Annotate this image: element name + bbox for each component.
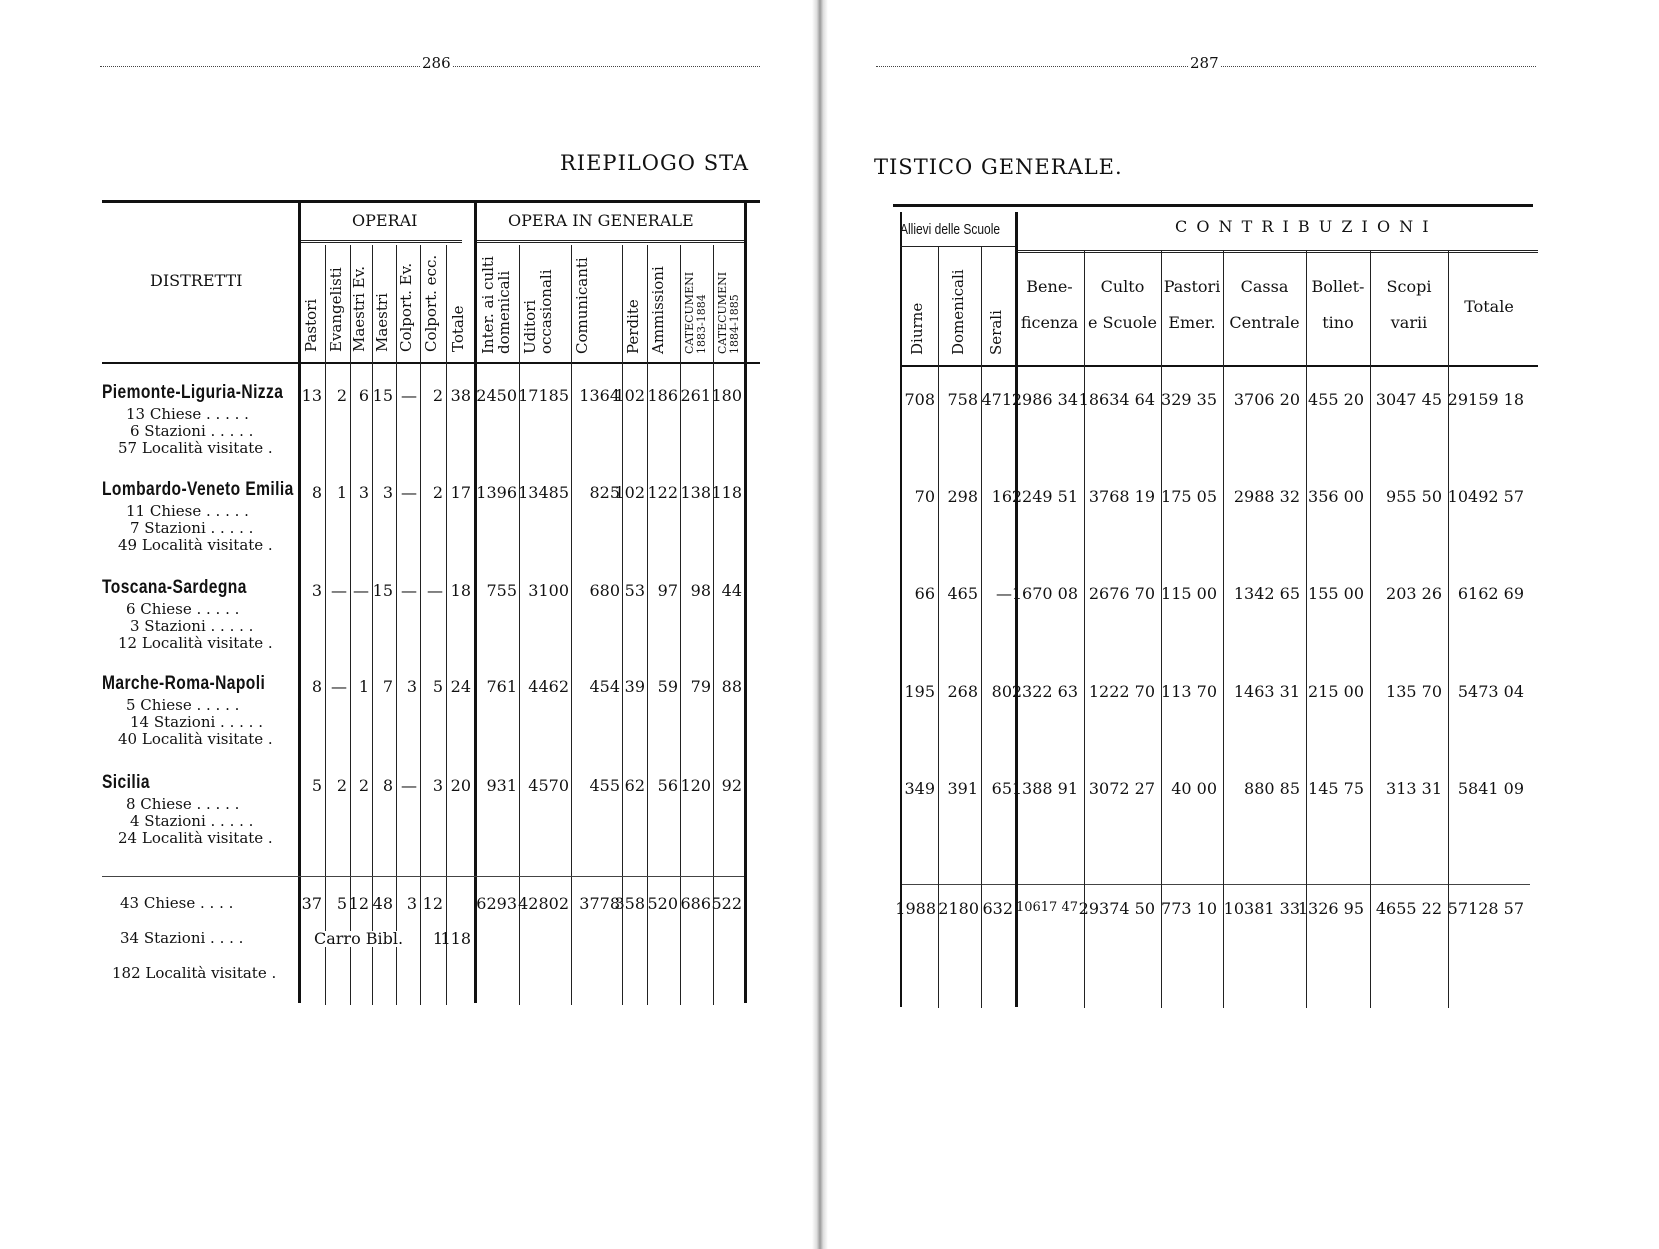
- operai-col-header: Colport. Ev.: [397, 262, 415, 352]
- allievi-cell: 80: [991, 682, 1012, 701]
- district-name: Piemonte-Liguria-Nizza: [102, 382, 284, 403]
- operai-cell: 2: [432, 386, 443, 405]
- carro-biblico-label: Carro Bibl.: [314, 929, 404, 948]
- opera-cell: 261: [680, 386, 711, 405]
- operai-cell: 3: [432, 776, 443, 795]
- contrib-total-cell: 773 10: [1161, 899, 1217, 918]
- opera-cell: 122: [647, 483, 678, 502]
- contrib-cell: 955 50: [1386, 487, 1442, 506]
- operai-cell: 15: [372, 581, 393, 600]
- opera-cell: 4570: [528, 776, 569, 795]
- column-rule: [981, 246, 982, 1008]
- opera-total-cell: 358: [614, 894, 645, 913]
- opera-cell: 17185: [518, 386, 569, 405]
- opera-cell: 454: [589, 677, 620, 696]
- contrib-col-header-line1: Bene-: [1026, 277, 1073, 296]
- opera-cell: 92: [721, 776, 742, 795]
- opera-col-header: Ammissioni: [649, 266, 667, 354]
- opera-total-cell: 6293: [476, 894, 517, 913]
- allievi-col-header: Serali: [987, 310, 1005, 355]
- operai-cell: 2: [358, 776, 369, 795]
- distretti-header: DISTRETTI: [150, 271, 243, 290]
- contrib-cell: 175 05: [1161, 487, 1217, 506]
- opera-total-cell: 522: [711, 894, 742, 913]
- column-rule: [1161, 250, 1162, 1008]
- district-localita: 24 Località visitate .: [118, 829, 273, 847]
- opera-cell: 138: [680, 483, 711, 502]
- district-name: Toscana-Sardegna: [102, 577, 247, 598]
- operai-cell: 2: [336, 776, 347, 795]
- district-chiese: 5 Chiese . . . . .: [126, 696, 240, 714]
- operai-cell: 17: [450, 483, 471, 502]
- allievi-cell: 195: [904, 682, 935, 701]
- contrib-cell: 203 26: [1386, 584, 1442, 603]
- contrib-total-cell: 1326 95: [1297, 899, 1364, 918]
- allievi-total-cell: 1988: [895, 899, 936, 918]
- contribuzioni-header: C O N T R I B U Z I O N I: [1175, 217, 1431, 236]
- district-chiese: 11 Chiese . . . . .: [126, 502, 249, 520]
- operai-cell: 24: [450, 677, 471, 696]
- opera-total-cell: 520: [647, 894, 678, 913]
- contrib-col-header-line2: Emer.: [1168, 313, 1216, 332]
- opera-cell: 102: [614, 386, 645, 405]
- totals-localita: 182 Località visitate .: [112, 964, 277, 982]
- column-rule: [1306, 250, 1307, 1008]
- column-rule: [325, 245, 326, 1005]
- operai-cell: —: [353, 581, 369, 600]
- district-stazioni: 14 Stazioni . . . . .: [130, 713, 263, 731]
- operai-cell: —: [401, 483, 417, 502]
- operai-cell: 8: [311, 483, 322, 502]
- operai-cell: —: [331, 677, 347, 696]
- allievi-cell: 758: [947, 390, 978, 409]
- allievi-total-cell: 2180: [938, 899, 979, 918]
- column-rule: [680, 245, 681, 1005]
- column-rule: [519, 245, 520, 1005]
- contrib-cell: 1388 91: [1011, 779, 1078, 798]
- contrib-cell: 113 70: [1161, 682, 1217, 701]
- operai-total-cell: 3: [406, 894, 417, 913]
- totals-stazioni: 34 Stazioni . . . .: [120, 929, 244, 947]
- operai-header: OPERAI: [352, 211, 418, 230]
- column-rule: [1448, 250, 1449, 1008]
- allievi-cell: 65: [991, 779, 1012, 798]
- district-localita: 12 Località visitate .: [118, 634, 273, 652]
- column-rule: [372, 245, 373, 1005]
- contrib-col-header-line1: Pastori: [1163, 277, 1221, 296]
- contrib-cell: 2988 32: [1233, 487, 1300, 506]
- allievi-cell: —: [996, 584, 1012, 603]
- contrib-cell: 1670 08: [1011, 584, 1078, 603]
- left-page-number: 286: [422, 54, 451, 72]
- column-rule: [938, 246, 939, 1008]
- operai-cell: 8: [311, 677, 322, 696]
- contrib-cell: 2249 51: [1011, 487, 1078, 506]
- allievi-cell: 465: [947, 584, 978, 603]
- contrib-total-cell: 29374 50: [1078, 899, 1155, 918]
- contrib-cell: 2676 70: [1088, 584, 1155, 603]
- allievi-col-header: Domenicali: [948, 269, 967, 355]
- opera-cell: 455: [589, 776, 620, 795]
- allievi-cell: 70: [914, 487, 935, 506]
- operai-grand-total: 118: [440, 929, 471, 948]
- district-chiese: 8 Chiese . . . . .: [126, 795, 240, 813]
- operai-cell: 3: [358, 483, 369, 502]
- opera-cell: 931: [486, 776, 517, 795]
- district-localita: 40 Località visitate .: [118, 730, 273, 748]
- opera-cell: 4462: [528, 677, 569, 696]
- operai-cell: 7: [382, 677, 393, 696]
- contrib-col-header-line1: Scopi: [1386, 277, 1432, 296]
- carro-biblico-count: 1: [432, 929, 443, 948]
- operai-col-header: Totale: [449, 305, 467, 352]
- contrib-total-cell: 10617 47: [1015, 900, 1078, 915]
- operai-cell: 6: [358, 386, 369, 405]
- contrib-cell: 29159 18: [1447, 390, 1524, 409]
- contrib-cell: 6162 69: [1457, 584, 1524, 603]
- contrib-col-header-line1: Bollet-: [1311, 277, 1365, 296]
- contrib-cell: 455 20: [1308, 390, 1364, 409]
- district-name: Marche-Roma-Napoli: [102, 673, 266, 694]
- opera-header: OPERA IN GENERALE: [508, 211, 694, 230]
- column-rule: [713, 245, 714, 1005]
- contrib-cell: 145 75: [1308, 779, 1364, 798]
- column-rule: [396, 245, 397, 1005]
- opera-cell: 79: [690, 677, 711, 696]
- contrib-col-header-line1: Cassa: [1240, 277, 1289, 296]
- contrib-col-header-line2: varii: [1390, 313, 1428, 332]
- opera-total-cell: 42802: [518, 894, 569, 913]
- contrib-cell: 10492 57: [1447, 487, 1524, 506]
- contrib-col-header-line2: Centrale: [1229, 313, 1300, 332]
- district-stazioni: 6 Stazioni . . . . .: [130, 422, 254, 440]
- opera-cell: 88: [721, 677, 742, 696]
- district-name: Sicilia: [102, 772, 150, 793]
- allievi-cell: 708: [904, 390, 935, 409]
- contrib-cell: 313 31: [1386, 779, 1442, 798]
- contrib-col-header-line2: tino: [1322, 313, 1354, 332]
- opera-col-header: CATECUMENI 1883-1884: [683, 271, 708, 354]
- opera-cell: 120: [680, 776, 711, 795]
- contrib-cell: 880 85: [1244, 779, 1300, 798]
- opera-cell: 680: [589, 581, 620, 600]
- operai-cell: —: [427, 581, 443, 600]
- operai-cell: 3: [382, 483, 393, 502]
- opera-cell: 1364: [579, 386, 620, 405]
- contrib-col-header-line2: e Scuole: [1088, 313, 1157, 332]
- opera-cell: 118: [711, 483, 742, 502]
- operai-cell: —: [401, 776, 417, 795]
- district-localita: 49 Località visitate .: [118, 536, 273, 554]
- contrib-col-header: Totale: [1464, 297, 1514, 316]
- operai-total-cell: 12: [348, 894, 369, 913]
- contrib-cell: 2986 34: [1011, 390, 1078, 409]
- contrib-cell: 2322 63: [1011, 682, 1078, 701]
- opera-cell: 180: [711, 386, 742, 405]
- allievi-header: Allievi delle Scuole: [900, 221, 1001, 238]
- opera-cell: 3100: [528, 581, 569, 600]
- district-chiese: 13 Chiese . . . . .: [126, 405, 249, 423]
- opera-col-header: Inter. ai culti domenicali: [479, 256, 513, 354]
- totals-chiese: 43 Chiese . . . .: [120, 894, 234, 912]
- opera-cell: 755: [486, 581, 517, 600]
- opera-cell: 53: [624, 581, 645, 600]
- contrib-cell: 3047 45: [1375, 390, 1442, 409]
- contrib-col-header-line2: ficenza: [1020, 313, 1079, 332]
- operai-cell: 18: [450, 581, 471, 600]
- contrib-cell: 329 35: [1161, 390, 1217, 409]
- contrib-col-header-line1: Culto: [1100, 277, 1145, 296]
- allievi-cell: 16: [991, 487, 1012, 506]
- operai-total-cell: 12: [422, 894, 443, 913]
- operai-cell: 8: [382, 776, 393, 795]
- operai-cell: 15: [372, 386, 393, 405]
- contrib-cell: 1222 70: [1088, 682, 1155, 701]
- allievi-cell: 471: [981, 390, 1012, 409]
- contrib-cell: 18634 64: [1078, 390, 1155, 409]
- allievi-cell: 298: [947, 487, 978, 506]
- operai-col-header: Maestri: [373, 293, 391, 352]
- opera-cell: 186: [647, 386, 678, 405]
- operai-col-header: Pastori: [301, 298, 320, 352]
- operai-cell: 1: [336, 483, 347, 502]
- column-rule: [446, 245, 447, 1005]
- contrib-cell: 3706 20: [1233, 390, 1300, 409]
- opera-col-header: Comunicanti: [573, 257, 591, 354]
- column-rule: [622, 245, 623, 1005]
- operai-cell: —: [401, 581, 417, 600]
- opera-col-header: Uditori occasionali: [521, 269, 555, 354]
- opera-cell: 62: [624, 776, 645, 795]
- allievi-cell: 268: [947, 682, 978, 701]
- column-rule: [571, 245, 572, 1005]
- column-rule: [420, 245, 421, 1005]
- operai-cell: 2: [336, 386, 347, 405]
- allievi-col-header: Diurne: [908, 302, 926, 355]
- contrib-cell: 3072 27: [1088, 779, 1155, 798]
- operai-cell: 3: [311, 581, 322, 600]
- book-gutter: [812, 0, 828, 1249]
- contrib-cell: 5473 04: [1457, 682, 1524, 701]
- opera-cell: 1396: [476, 483, 517, 502]
- opera-cell: 97: [657, 581, 678, 600]
- operai-col-header: Colport. ecc.: [422, 254, 440, 352]
- contrib-cell: 40 00: [1171, 779, 1217, 798]
- district-name: Lombardo-Veneto Emilia: [102, 479, 294, 500]
- operai-cell: 3: [406, 677, 417, 696]
- opera-col-header: CATECUMENI 1884-1885: [716, 271, 741, 354]
- allievi-cell: 391: [947, 779, 978, 798]
- contrib-cell: 115 00: [1161, 584, 1217, 603]
- left-page-title: RIEPILOGO STA: [560, 151, 750, 175]
- opera-cell: 2450: [476, 386, 517, 405]
- opera-cell: 98: [690, 581, 711, 600]
- contrib-cell: 3768 19: [1088, 487, 1155, 506]
- operai-cell: 1: [358, 677, 369, 696]
- allievi-total-cell: 632: [982, 899, 1013, 918]
- operai-cell: 5: [432, 677, 443, 696]
- operai-cell: 38: [450, 386, 471, 405]
- operai-total-cell: 5: [336, 894, 347, 913]
- operai-cell: 13: [301, 386, 322, 405]
- opera-cell: 59: [657, 677, 678, 696]
- opera-cell: 39: [624, 677, 645, 696]
- opera-cell: 761: [486, 677, 517, 696]
- district-stazioni: 7 Stazioni . . . . .: [130, 519, 254, 537]
- contrib-cell: 1463 31: [1233, 682, 1300, 701]
- contrib-cell: 215 00: [1308, 682, 1364, 701]
- opera-col-header: Perdite: [624, 299, 642, 354]
- operai-cell: 5: [311, 776, 322, 795]
- opera-cell: 102: [614, 483, 645, 502]
- district-localita: 57 Località visitate .: [118, 439, 273, 457]
- operai-total-cell: 37: [301, 894, 322, 913]
- contrib-cell: 135 70: [1386, 682, 1442, 701]
- district-chiese: 6 Chiese . . . . .: [126, 600, 240, 618]
- opera-total-cell: 3778: [579, 894, 620, 913]
- right-page-title: TISTICO GENERALE.: [874, 155, 1123, 179]
- operai-total-cell: 48: [372, 894, 393, 913]
- right-page-number: 287: [1190, 54, 1219, 72]
- column-rule: [1223, 250, 1224, 1008]
- operai-cell: —: [401, 386, 417, 405]
- contrib-cell: 356 00: [1308, 487, 1364, 506]
- contrib-cell: 5841 09: [1457, 779, 1524, 798]
- allievi-cell: 66: [914, 584, 935, 603]
- column-rule: [647, 245, 648, 1005]
- operai-cell: 20: [450, 776, 471, 795]
- opera-cell: 56: [657, 776, 678, 795]
- column-rule: [1370, 250, 1371, 1008]
- operai-cell: 2: [432, 483, 443, 502]
- opera-cell: 13485: [518, 483, 569, 502]
- contrib-total-cell: 4655 22: [1375, 899, 1442, 918]
- contrib-total-cell: 10381 33: [1223, 899, 1300, 918]
- contrib-cell: 155 00: [1308, 584, 1364, 603]
- operai-col-header: Evangelisti: [326, 267, 345, 352]
- opera-total-cell: 686: [680, 894, 711, 913]
- opera-cell: 44: [721, 581, 742, 600]
- allievi-cell: 349: [904, 779, 935, 798]
- operai-cell: —: [331, 581, 347, 600]
- district-stazioni: 3 Stazioni . . . . .: [130, 617, 254, 635]
- contrib-cell: 1342 65: [1233, 584, 1300, 603]
- totals-rule: [102, 876, 744, 877]
- opera-cell: 825: [589, 483, 620, 502]
- operai-col-header: Maestri Ev.: [350, 265, 368, 352]
- district-stazioni: 4 Stazioni . . . . .: [130, 812, 254, 830]
- contrib-total-cell: 57128 57: [1447, 899, 1524, 918]
- column-rule: [350, 245, 351, 1005]
- column-rule: [1084, 250, 1085, 1008]
